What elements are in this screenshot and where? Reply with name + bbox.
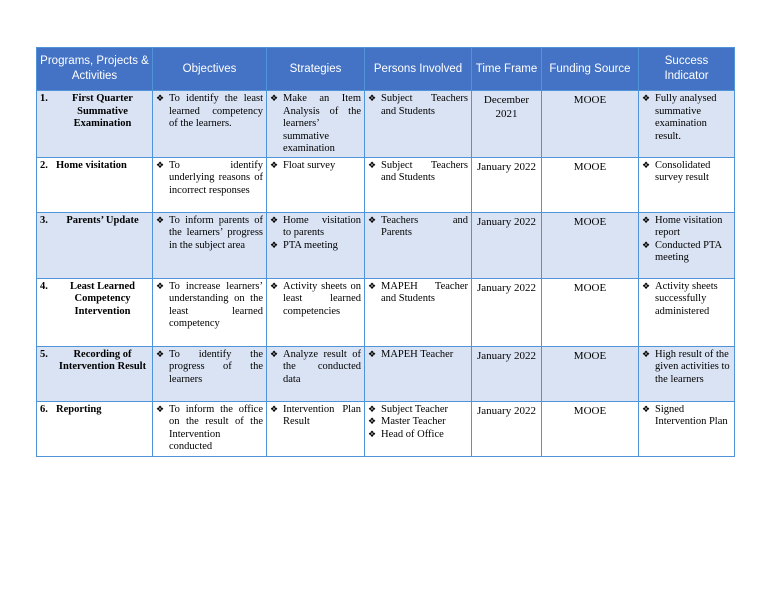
diamond-bullet-icon: ❖ xyxy=(368,417,377,427)
table-row xyxy=(37,157,735,212)
header-persons-involved: Persons Involved xyxy=(365,48,472,91)
bullet-item xyxy=(270,93,361,156)
cell-success-indicator xyxy=(639,157,735,212)
diamond-bullet-icon: ❖ xyxy=(270,404,279,415)
diamond-bullet-icon: ❖ xyxy=(642,349,651,360)
cell-time-frame: January 2022 xyxy=(472,346,542,401)
diamond-bullet-icon: ❖ xyxy=(270,349,279,360)
diamond-bullet-icon: ❖ xyxy=(642,215,651,226)
diamond-bullet-icon: ❖ xyxy=(270,160,279,171)
cell-persons xyxy=(365,401,472,456)
cell-program xyxy=(37,91,153,158)
program-name: Least Learned Competency Intervention xyxy=(69,280,136,317)
program-label xyxy=(40,404,149,417)
bullet-item xyxy=(368,416,468,429)
bullet-item xyxy=(270,349,361,387)
cell-persons xyxy=(365,91,472,158)
bullet-text: To identify underlying reasons of incorrect responses xyxy=(169,159,263,196)
header-programs: Programs, Projects & Activities xyxy=(37,48,153,91)
program-label xyxy=(40,215,149,228)
cell-time-frame: January 2022 xyxy=(472,401,542,456)
cell-strategies xyxy=(267,157,365,212)
bullet-item xyxy=(270,240,361,253)
cell-program xyxy=(37,346,153,401)
cell-success-indicator xyxy=(639,278,735,346)
bullet-text: To identify the progress of the learners xyxy=(169,348,263,385)
bullet-text: Subject Teachers and Students xyxy=(381,159,468,183)
cell-funding-source: MOOE xyxy=(542,212,639,278)
program-label xyxy=(40,349,149,374)
cell-funding-source: MOOE xyxy=(542,346,639,401)
diamond-bullet-icon: ❖ xyxy=(642,160,651,171)
bullet-item xyxy=(368,349,468,362)
bullet-item xyxy=(270,215,361,240)
cell-strategies xyxy=(267,346,365,401)
bullet-text: Head of Office xyxy=(381,428,444,440)
program-number: 5. xyxy=(40,348,48,360)
cell-strategies xyxy=(267,212,365,278)
diamond-bullet-icon: ❖ xyxy=(270,240,279,251)
diamond-bullet-icon: ❖ xyxy=(642,94,651,104)
cell-persons xyxy=(365,212,472,278)
program-name: Home visitation xyxy=(56,159,127,171)
program-label xyxy=(40,160,149,173)
cell-objectives xyxy=(153,157,267,212)
bullet-item xyxy=(642,349,731,387)
cell-funding-source: MOOE xyxy=(542,278,639,346)
bullet-text: Activity sheets on least learned competencies xyxy=(283,280,361,317)
diamond-bullet-icon: ❖ xyxy=(368,404,377,415)
diamond-bullet-icon: ❖ xyxy=(642,281,651,292)
program-name: Reporting xyxy=(56,403,102,415)
bullet-text: Analyze result of the conducted data xyxy=(283,348,361,385)
bullet-text: Home visitation to parents xyxy=(283,214,361,238)
bullet-text: Intervention Plan Result xyxy=(283,403,361,427)
cell-success-indicator xyxy=(639,212,735,278)
bullet-item xyxy=(156,349,263,387)
cell-strategies xyxy=(267,91,365,158)
bullet-item xyxy=(368,160,468,185)
bullet-item xyxy=(642,404,731,429)
program-label xyxy=(40,93,149,131)
bullet-item xyxy=(642,281,731,319)
bullet-text: MAPEH Teacher and Students xyxy=(381,280,468,304)
bullet-text: Conducted PTA meeting xyxy=(655,239,722,263)
bullet-text: To inform the office on the result of the Intervention conducted xyxy=(169,403,263,452)
bullet-item xyxy=(156,215,263,253)
diamond-bullet-icon: ❖ xyxy=(368,281,377,292)
bullet-item xyxy=(156,160,263,198)
cell-strategies xyxy=(267,278,365,346)
bullet-text: MAPEH Teacher xyxy=(381,348,454,360)
program-label xyxy=(40,281,149,319)
bullet-text: High result of the given activities to the learners xyxy=(655,348,730,385)
bullet-text: Signed Intervention Plan xyxy=(655,403,728,427)
cell-success-indicator xyxy=(639,346,735,401)
cell-time-frame: January 2022 xyxy=(472,212,542,278)
diamond-bullet-icon: ❖ xyxy=(156,349,165,360)
bullet-text: To increase learners’ understanding on the least learned competency xyxy=(169,280,263,329)
header-strategies: Strategies xyxy=(267,48,365,91)
bullet-text: Consolidated survey result xyxy=(655,159,711,183)
cell-program xyxy=(37,401,153,456)
program-name: Recording of Intervention Result xyxy=(58,348,147,372)
diamond-bullet-icon: ❖ xyxy=(642,404,651,415)
bullet-item xyxy=(642,240,731,265)
diamond-bullet-icon: ❖ xyxy=(156,160,165,171)
cell-program xyxy=(37,157,153,212)
bullet-text: Make an Item Analysis of the learners’ summative examination xyxy=(283,93,361,154)
program-number: 3. xyxy=(40,214,48,226)
table-row xyxy=(37,212,735,278)
cell-objectives xyxy=(153,346,267,401)
header-objectives: Objectives xyxy=(153,48,267,91)
diamond-bullet-icon: ❖ xyxy=(156,281,165,292)
cell-funding-source: MOOE xyxy=(542,91,639,158)
cell-objectives xyxy=(153,401,267,456)
program-number: 6. xyxy=(40,403,48,415)
cell-objectives xyxy=(153,91,267,158)
diamond-bullet-icon: ❖ xyxy=(368,215,377,226)
diamond-bullet-icon: ❖ xyxy=(156,215,165,226)
cell-time-frame: December 2021 xyxy=(472,91,542,158)
cell-objectives xyxy=(153,212,267,278)
diamond-bullet-icon: ❖ xyxy=(368,349,377,360)
diamond-bullet-icon: ❖ xyxy=(156,94,165,104)
bullet-item xyxy=(156,93,263,131)
cell-funding-source: MOOE xyxy=(542,157,639,212)
header-success-indicator: Success Indicator xyxy=(639,48,735,91)
bullet-text: Home visitation report xyxy=(655,214,723,238)
program-name: Parents’ Update xyxy=(66,214,139,226)
program-number: 2. xyxy=(40,159,48,171)
cell-success-indicator xyxy=(639,91,735,158)
bullet-item xyxy=(642,215,731,240)
diamond-bullet-icon: ❖ xyxy=(368,160,377,171)
diamond-bullet-icon: ❖ xyxy=(270,94,279,104)
cell-persons xyxy=(365,278,472,346)
bullet-text: To identify the least learned competency of the learners. xyxy=(169,93,263,129)
intervention-plan-sheet xyxy=(36,47,734,457)
intervention-plan-table xyxy=(36,47,735,457)
bullet-item xyxy=(270,404,361,429)
bullet-item xyxy=(270,160,361,173)
cell-time-frame: January 2022 xyxy=(472,278,542,346)
header-funding-source: Funding Source xyxy=(542,48,639,91)
bullet-text: Teachers and Parents xyxy=(381,214,468,238)
program-number: 1. xyxy=(40,93,48,104)
cell-funding-source: MOOE xyxy=(542,401,639,456)
diamond-bullet-icon: ❖ xyxy=(642,240,651,251)
bullet-text: Activity sheets successfully administered xyxy=(655,280,718,317)
bullet-text: Master Teacher xyxy=(381,416,446,427)
cell-time-frame: January 2022 xyxy=(472,157,542,212)
cell-objectives xyxy=(153,278,267,346)
bullet-item xyxy=(368,215,468,240)
bullet-item xyxy=(270,281,361,319)
cell-persons xyxy=(365,157,472,212)
bullet-item xyxy=(368,93,468,118)
bullet-item xyxy=(368,281,468,306)
table-row xyxy=(37,91,735,158)
bullet-text: PTA meeting xyxy=(283,239,338,251)
diamond-bullet-icon: ❖ xyxy=(368,94,377,104)
cell-strategies xyxy=(267,401,365,456)
cell-program xyxy=(37,278,153,346)
header-row xyxy=(37,48,735,91)
bullet-item xyxy=(156,281,263,331)
bullet-item xyxy=(642,160,731,185)
cell-persons xyxy=(365,346,472,401)
header-time-frame: Time Frame xyxy=(472,48,542,91)
cell-program xyxy=(37,212,153,278)
bullet-item xyxy=(368,429,468,442)
bullet-text: Subject Teachers and Students xyxy=(381,93,468,117)
program-name: First Quarter Summative Examination xyxy=(72,93,133,129)
table-row xyxy=(37,346,735,401)
diamond-bullet-icon: ❖ xyxy=(270,281,279,292)
table-body xyxy=(37,91,735,457)
table-row xyxy=(37,401,735,456)
bullet-item xyxy=(642,93,731,143)
bullet-text: To inform parents of the learners’ progress in the subject area xyxy=(169,214,263,251)
bullet-text: Fully analysed summative examination result. xyxy=(655,93,717,142)
diamond-bullet-icon: ❖ xyxy=(270,215,279,226)
bullet-text: Float survey xyxy=(283,159,336,171)
table-row xyxy=(37,278,735,346)
diamond-bullet-icon: ❖ xyxy=(368,429,377,440)
bullet-text: Subject Teacher xyxy=(381,403,448,415)
cell-success-indicator xyxy=(639,401,735,456)
program-number: 4. xyxy=(40,280,48,292)
diamond-bullet-icon: ❖ xyxy=(156,404,165,415)
bullet-item xyxy=(368,404,468,417)
bullet-item xyxy=(156,404,263,454)
